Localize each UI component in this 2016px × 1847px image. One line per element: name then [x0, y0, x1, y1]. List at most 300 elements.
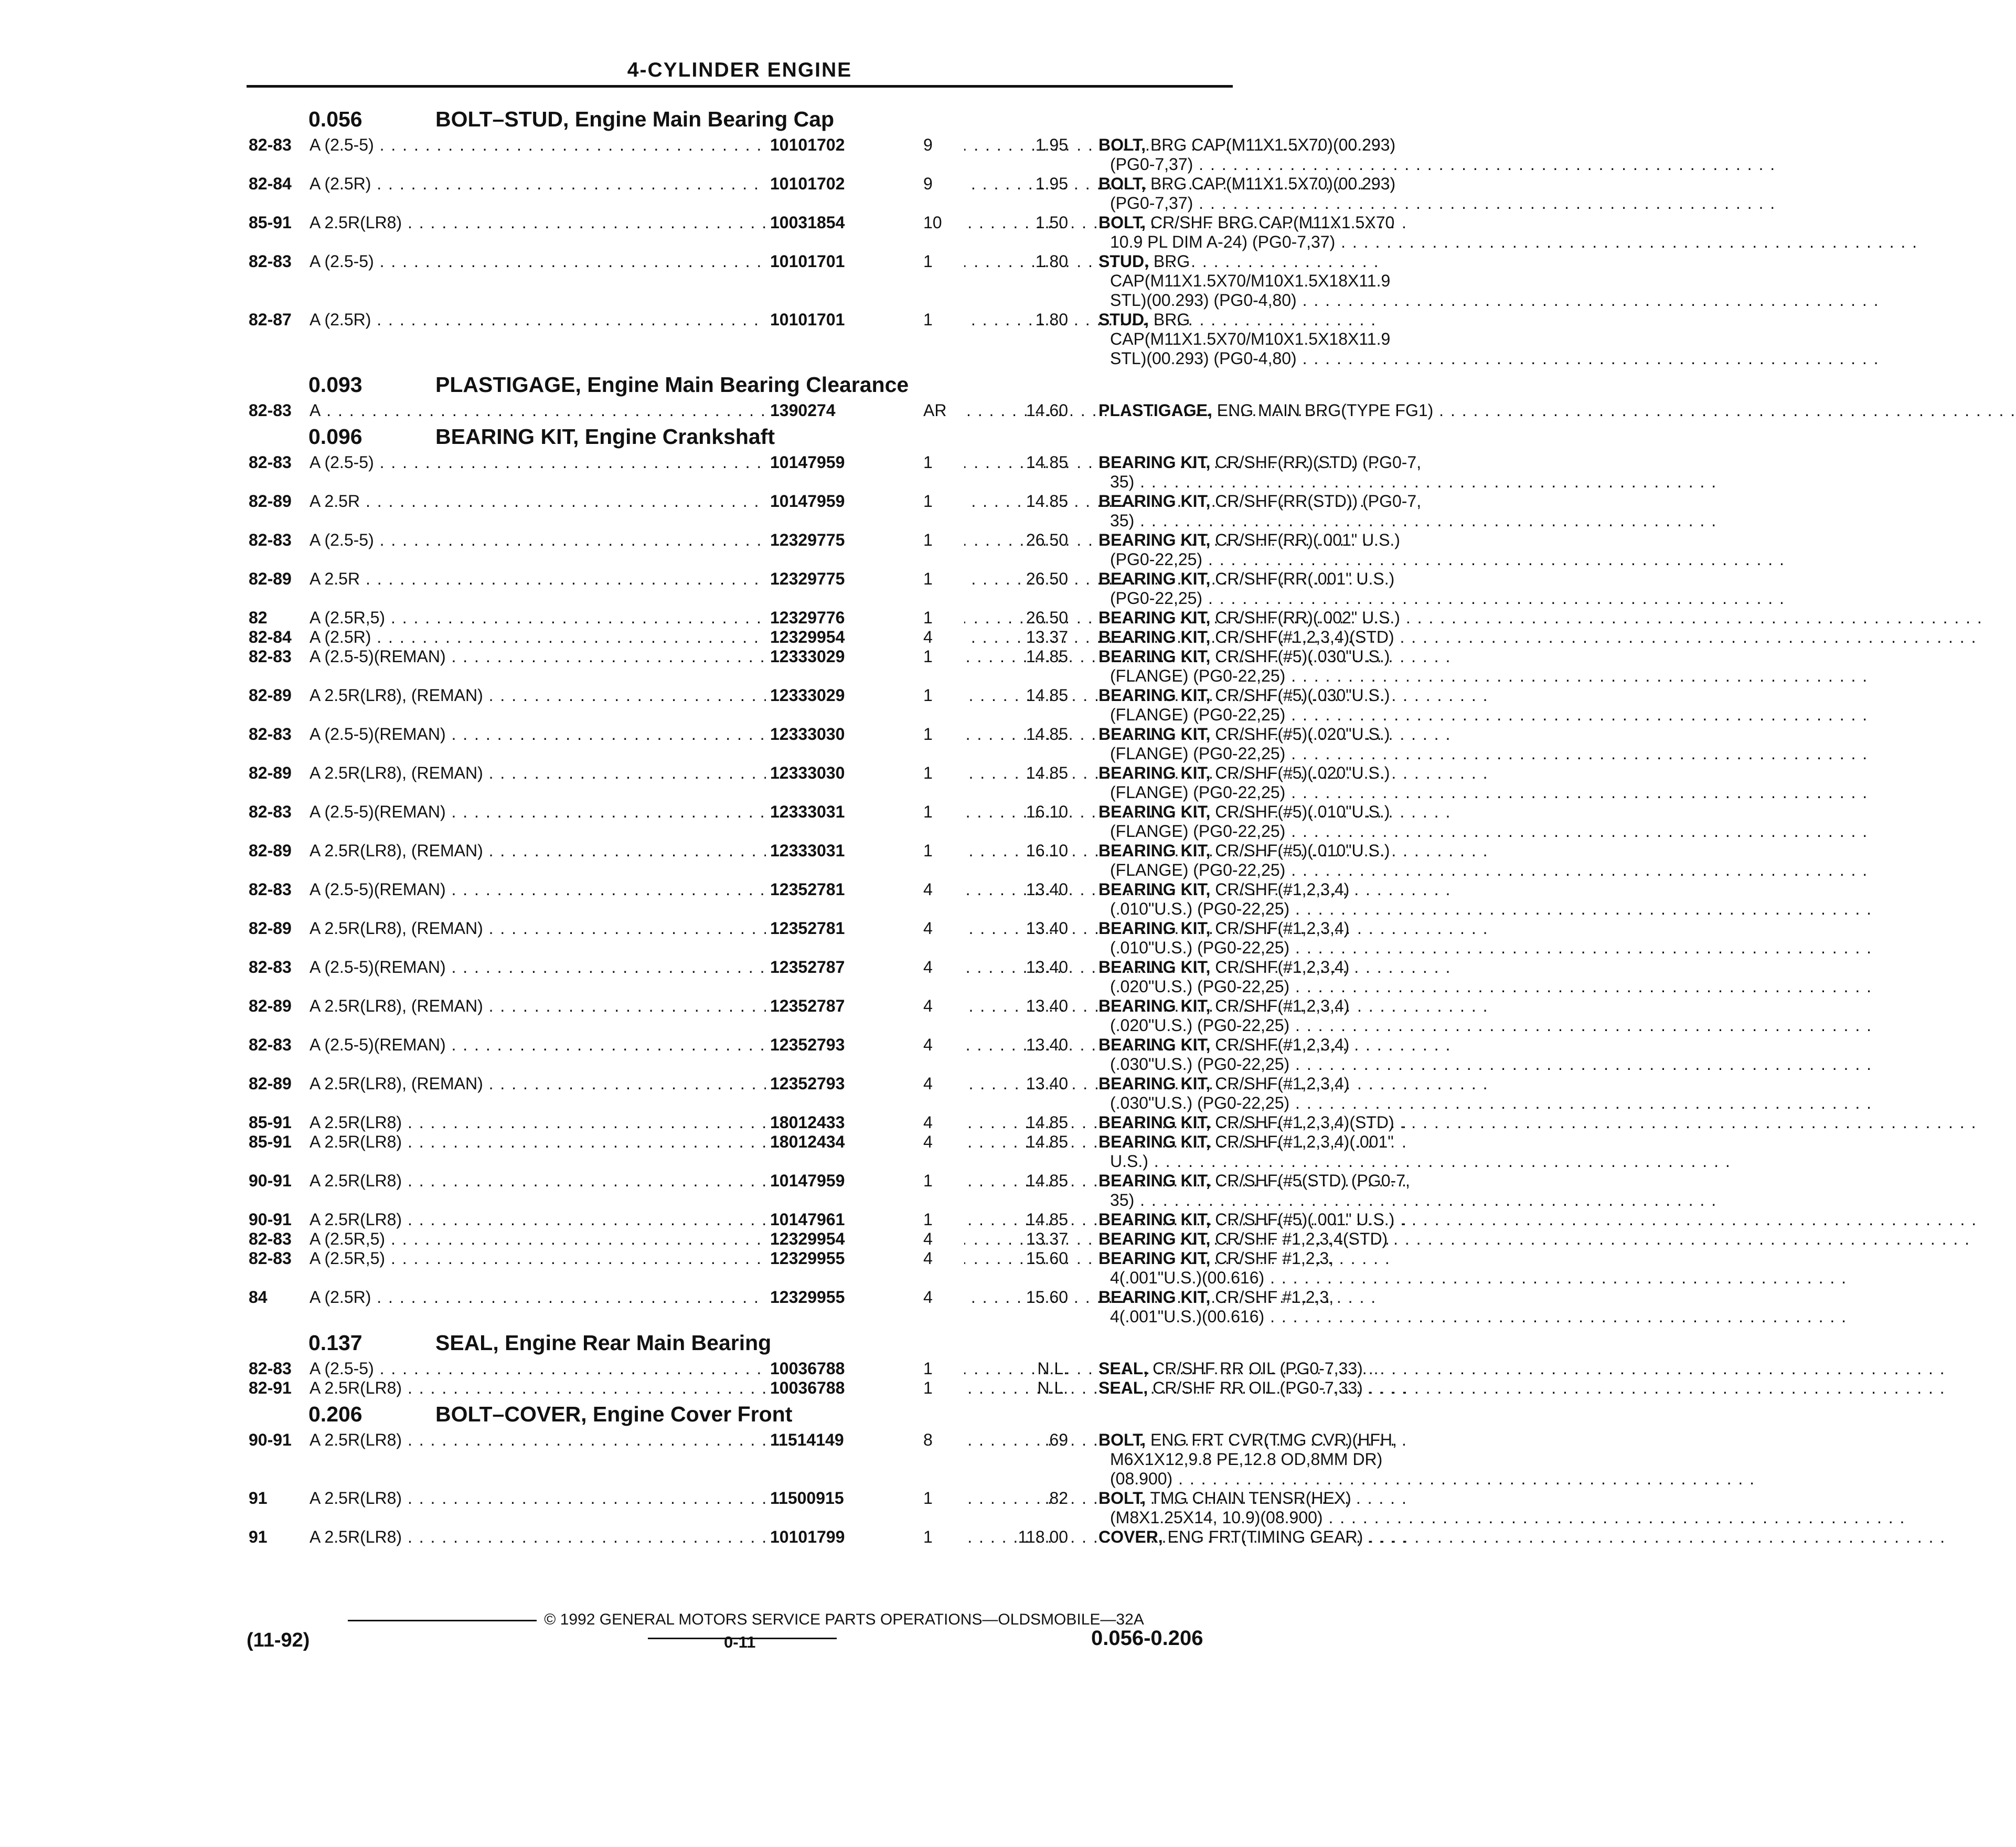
description-line-2: 10.9 PL DIM A-24) (PG0-7,37) . . . [1110, 232, 1571, 252]
price: 13.40 [1026, 919, 1068, 938]
part-number: 12333030 [766, 763, 964, 783]
description-keyword: BEARING KIT, [1098, 725, 1211, 744]
part-number: 12352787 [766, 958, 964, 977]
price: 1.95 [1035, 135, 1068, 154]
price: 14.85 [1026, 453, 1068, 472]
model-code: A 2.5R(LR8) . . . [310, 1378, 830, 1398]
description-line [1098, 763, 1571, 783]
quantity: 1 [923, 1527, 933, 1546]
year-range: 82-89 [249, 841, 292, 860]
price: 13.37 [1026, 628, 1068, 646]
table-row [241, 996, 1350, 1035]
price: 26.50 [1026, 608, 1068, 627]
model-code: A (2.5-5)(REMAN) . . . [310, 647, 830, 666]
description-line [1098, 725, 1571, 744]
section-title: BEARING KIT, Engine Crankshaft [435, 424, 775, 449]
description-text: CR/SHF(#5)(.010"U.S.) [1215, 802, 1390, 821]
model-code: A (2.5-5) . . . [310, 135, 830, 155]
quantity: 10 [923, 213, 942, 232]
description-line [1098, 1171, 1571, 1191]
part-number: 12333031 [766, 802, 964, 822]
model-code: A (2.5R) . . . [310, 1288, 830, 1307]
year-range: 82-89 [249, 1074, 292, 1093]
model-code: A 2.5R . . . [310, 569, 830, 589]
quantity: 1 [923, 1359, 933, 1378]
year-range: 82-89 [249, 919, 292, 938]
description-keyword: SEAL, [1098, 1359, 1148, 1378]
quantity: 1 [923, 1171, 933, 1190]
table-row [241, 1288, 1334, 1326]
year-range: 90-91 [249, 1430, 292, 1449]
description-line-2: (.020"U.S.) (PG0-22,25) . . . [1110, 977, 1571, 996]
quantity: 1 [923, 1489, 933, 1508]
description-line-2: (.030"U.S.) (PG0-22,25) . . . [1110, 1094, 1571, 1113]
table-row [241, 135, 1396, 174]
model-code: A (2.5-5) . . . [310, 453, 830, 472]
model-code: A 2.5R(LR8) . . . [310, 1489, 830, 1508]
description-line [1098, 1210, 1571, 1229]
description-text: CR/SHF(#1,2,3,4) [1215, 919, 1350, 938]
description-line [1098, 492, 1571, 511]
year-range: 82-83 [249, 725, 292, 744]
description-keyword: STUD, [1098, 310, 1149, 329]
table-row [241, 569, 1395, 608]
quantity: 9 [923, 174, 933, 193]
year-range: 82-89 [249, 492, 292, 511]
price: 14.85 [1026, 1171, 1068, 1190]
table-row [241, 1359, 1363, 1378]
parts-list [241, 103, 1434, 1547]
description-text: CR/SHF(#1,2,3,4)(.001" [1215, 1132, 1394, 1151]
description-text: CR/SHF(#1,2,3,4)(STD) [1215, 628, 1394, 646]
description-keyword: BEARING KIT, [1098, 686, 1211, 705]
model-code: A 2.5R(LR8) . . . [310, 213, 830, 232]
part-number: 12333029 [766, 686, 964, 705]
quantity: 4 [923, 880, 933, 899]
description-text: CR/SHF(#5)(.030"U.S.) [1215, 686, 1390, 705]
model-code: A (2.5R,5) . . . [310, 1229, 830, 1249]
description-keyword: BEARING KIT, [1098, 919, 1211, 938]
table-row [241, 310, 1391, 368]
table-row [241, 880, 1350, 919]
description-text: BRG [1153, 252, 1190, 271]
year-range: 82 [249, 608, 268, 627]
description-keyword: BEARING KIT, [1098, 492, 1211, 511]
quantity: 1 [923, 725, 933, 744]
description-line [1098, 569, 1571, 589]
model-code: A (2.5R) . . . [310, 174, 830, 194]
model-code: A (2.5-5)(REMAN) . . . [310, 725, 830, 744]
description-keyword: BEARING KIT, [1098, 880, 1211, 899]
table-row [241, 1527, 1363, 1547]
description-line-3: STL)(00.293) (PG0-4,80) . . . [1110, 349, 1571, 368]
description-line-2: U.S.) . . . [1110, 1152, 1571, 1171]
description-line [1098, 802, 1571, 822]
year-range: 82-89 [249, 686, 292, 705]
quantity: 4 [923, 628, 933, 646]
model-code: A 2.5R(LR8), (REMAN) . . . [310, 1074, 830, 1094]
description-text: TMG CHAIN TENSR(HEX) [1150, 1489, 1351, 1508]
part-number: 10147959 [766, 492, 964, 511]
section-header [241, 1398, 1238, 1430]
description-line [1098, 135, 1571, 155]
part-number: 12352793 [766, 1074, 964, 1094]
quantity: 1 [923, 530, 933, 549]
price: 1.80 [1035, 252, 1068, 271]
year-range: 82-91 [249, 1378, 292, 1397]
model-code: A (2.5R,5) . . . [310, 1249, 830, 1268]
year-range: 82-89 [249, 763, 292, 782]
price: 13.40 [1026, 1074, 1068, 1093]
description-line-2: (FLANGE) (PG0-22,25) . . . [1110, 783, 1571, 802]
price: 13.40 [1026, 1035, 1068, 1054]
description-line [1098, 1035, 1571, 1055]
description-line [1098, 958, 1571, 977]
quantity: 1 [923, 1210, 933, 1229]
year-range: 82-83 [249, 1249, 292, 1268]
part-number: 10031854 [766, 213, 964, 232]
model-code: A 2.5R(LR8) . . . [310, 1132, 830, 1152]
description-line [1098, 1074, 1571, 1094]
section-header [241, 1326, 1238, 1359]
part-number: 11500915 [766, 1489, 964, 1508]
description-keyword: SEAL, [1098, 1378, 1148, 1397]
description-line [1098, 310, 1571, 330]
description-text: CR/SHF(#5)(.010"U.S.) [1215, 841, 1390, 860]
section-code: 0.096 [308, 424, 362, 449]
part-number: 12352781 [766, 919, 964, 938]
year-range: 90-91 [249, 1171, 292, 1190]
table-row [241, 1378, 1363, 1398]
description-keyword: PLASTIGAGE, [1098, 401, 1212, 420]
part-number: 12352787 [766, 996, 964, 1016]
year-range: 82-83 [249, 647, 292, 666]
quantity: 4 [923, 919, 933, 938]
year-range: 82-89 [249, 996, 292, 1015]
description-line-2: (.010"U.S.) (PG0-22,25) . . . [1110, 899, 1571, 919]
part-number: 10101799 [766, 1527, 964, 1547]
description-keyword: BEARING KIT, [1098, 569, 1211, 588]
description-line [1098, 1359, 1571, 1378]
description-keyword: BEARING KIT, [1098, 628, 1211, 646]
part-number: 12352793 [766, 1035, 964, 1055]
description-line-2: (PG0-22,25) . . . [1110, 589, 1571, 608]
description-text: CR/SHF(RR)(.002" U.S.) [1215, 608, 1400, 627]
description-keyword: BEARING KIT, [1098, 1249, 1211, 1268]
part-number: 10036788 [766, 1359, 964, 1378]
year-range: 82-83 [249, 453, 292, 472]
description-keyword: BOLT, [1098, 1489, 1146, 1508]
description-text: CR/SHF(#1,2,3,4) [1215, 880, 1350, 899]
description-line-2: (PG0-22,25) . . . [1110, 550, 1571, 569]
description-text: BRG CAP(M11X1.5X70)(00.293) [1150, 174, 1396, 193]
description-line-2: (PG0-7,37) . . . [1110, 155, 1571, 174]
description-text: ENG MAIN BRG(TYPE FG1) [1217, 401, 1434, 420]
description-text: CR/SHF(RR)(STD) (PG0-7, [1215, 453, 1422, 472]
table-row [241, 1489, 1351, 1527]
description-line [1098, 1288, 1571, 1307]
footer-date: (11-92) [247, 1629, 310, 1651]
year-range: 91 [249, 1527, 268, 1546]
description-line-2: 35) . . . [1110, 472, 1571, 492]
part-number: 10101701 [766, 310, 964, 330]
price: 14.60 [1026, 401, 1068, 420]
section-title: BOLT–COVER, Engine Cover Front [435, 1402, 793, 1426]
description-line [1098, 252, 1571, 271]
description-line-2: CAP(M11X1.5X70/M10X1.5X18X11.9 [1110, 330, 1391, 348]
description-text: BRG [1153, 310, 1190, 329]
description-text: CR/SHF #1,2,3, [1215, 1249, 1334, 1268]
description-line [1098, 1527, 1571, 1547]
quantity: 4 [923, 1132, 933, 1151]
model-code: A 2.5R(LR8) . . . [310, 1527, 830, 1547]
model-code: A (2.5-5)(REMAN) . . . [310, 1035, 830, 1055]
quantity: 8 [923, 1430, 933, 1449]
description-line-2: 4(.001"U.S.)(00.616) . . . [1110, 1268, 1571, 1288]
footer-copyright-text: © 1992 GENERAL MOTORS SERVICE PARTS OPERATIONS—OLDSMOBILE—32A [544, 1611, 1144, 1628]
table-row [241, 647, 1390, 686]
year-range: 84 [249, 1288, 268, 1307]
model-code: A (2.5-5)(REMAN) . . . [310, 802, 830, 822]
quantity: 1 [923, 841, 933, 860]
quantity: 1 [923, 453, 933, 472]
part-number: 12329775 [766, 530, 964, 550]
price: 1.95 [1035, 174, 1068, 193]
price: .82 [1044, 1489, 1068, 1508]
quantity: 4 [923, 1229, 933, 1248]
part-number: 10147959 [766, 453, 964, 472]
year-range: 82-84 [249, 628, 292, 646]
description-text: CR/SHF(#1,2,3,4) [1215, 1035, 1350, 1054]
table-row [241, 213, 1395, 252]
section-header [241, 420, 1238, 453]
description-keyword: BEARING KIT, [1098, 841, 1211, 860]
description-line [1098, 628, 1571, 647]
description-keyword: BEARING KIT, [1098, 1035, 1211, 1054]
table-row [241, 1430, 1397, 1489]
footer-rule-left [348, 1620, 537, 1621]
quantity: 4 [923, 1249, 933, 1268]
description-text: ENG FRT CVR(TMG CVR)(HFH, [1150, 1430, 1397, 1449]
description-line [1098, 919, 1571, 938]
description-text: CR/SHF(RR(.001" U.S.) [1215, 569, 1395, 588]
table-row [241, 686, 1390, 725]
quantity: 1 [923, 763, 933, 782]
description-line-2: (FLANGE) (PG0-22,25) . . . [1110, 744, 1571, 763]
price: 26.50 [1026, 530, 1068, 549]
description-keyword: COVER, [1098, 1527, 1163, 1546]
footer-page-number: 0-11 [724, 1633, 756, 1651]
year-range: 82-83 [249, 252, 292, 271]
description-line [1098, 530, 1571, 550]
description-line [1098, 647, 1571, 666]
description-keyword: BEARING KIT, [1098, 1171, 1211, 1190]
description-line-2: (.020"U.S.) (PG0-22,25) . . . [1110, 1016, 1571, 1035]
table-row [241, 1171, 1410, 1210]
model-code: A 2.5R(LR8) . . . [310, 1113, 830, 1132]
description-line [1098, 1249, 1571, 1268]
part-number: 10036788 [766, 1378, 964, 1398]
table-row [241, 958, 1350, 996]
description-line [1098, 1430, 1571, 1450]
quantity: 1 [923, 1378, 933, 1397]
part-number: 12333031 [766, 841, 964, 861]
year-range: 82-89 [249, 569, 292, 588]
model-code: A 2.5R(LR8), (REMAN) . . . [310, 686, 830, 705]
description-keyword: BEARING KIT, [1098, 1113, 1211, 1132]
year-range: 82-83 [249, 802, 292, 821]
description-line [1098, 1229, 1571, 1249]
year-range: 85-91 [249, 1132, 292, 1151]
year-range: 82-83 [249, 1359, 292, 1378]
description-text: CR/SHF(#5)(.020"U.S.) [1215, 763, 1390, 782]
description-line-2: (.030"U.S.) (PG0-22,25) . . . [1110, 1055, 1571, 1074]
description-keyword: BOLT, [1098, 174, 1146, 193]
year-range: 85-91 [249, 213, 292, 232]
year-range: 82-83 [249, 1229, 292, 1248]
model-code: A 2.5R(LR8) . . . [310, 1171, 830, 1191]
table-row [241, 608, 1400, 628]
model-code: A (2.5R,5) . . . [310, 608, 830, 628]
price: 13.40 [1026, 958, 1068, 976]
description-line-2: CAP(M11X1.5X70/M10X1.5X18X11.9 [1110, 271, 1391, 290]
part-number: 11514149 [766, 1430, 964, 1450]
description-text: CR/SHF #1,2,3,4(STD) [1215, 1229, 1388, 1248]
description-keyword: BEARING KIT, [1098, 1229, 1211, 1248]
part-number: 18012434 [766, 1132, 964, 1152]
year-range: 82-83 [249, 958, 292, 976]
description-keyword: BEARING KIT, [1098, 530, 1211, 549]
description-text: CR/SHF(#5)(.020"U.S.) [1215, 725, 1390, 744]
year-range: 82-83 [249, 135, 292, 154]
description-line [1098, 213, 1571, 232]
quantity: 1 [923, 492, 933, 511]
model-code: A (2.5R) . . . [310, 628, 830, 647]
description-text: CR/SHF #1,2,3, [1215, 1288, 1334, 1307]
table-row [241, 401, 1434, 420]
table-row [241, 174, 1396, 213]
price: 14.85 [1026, 686, 1068, 705]
description-text: BRG CAP(M11X1.5X70)(00.293) [1150, 135, 1396, 154]
price: 14.85 [1026, 1132, 1068, 1151]
part-number: 10101701 [766, 252, 964, 271]
part-number: 10101702 [766, 135, 964, 155]
price: N.L. [1037, 1378, 1068, 1397]
description-line-3: (08.900) . . . [1110, 1469, 1571, 1489]
price: 118.00 [1018, 1527, 1068, 1546]
description-line [1098, 996, 1571, 1016]
description-text: CR/SHF(#5)(.001" U.S.) [1215, 1210, 1395, 1229]
table-row [241, 252, 1391, 310]
quantity: 1 [923, 686, 933, 705]
table-row [241, 530, 1400, 569]
description-keyword: BEARING KIT, [1098, 453, 1211, 472]
description-line [1098, 174, 1571, 194]
description-keyword: BEARING KIT, [1098, 1288, 1211, 1307]
table-row [241, 492, 1422, 530]
description-keyword: BOLT, [1098, 135, 1146, 154]
description-line-2: (M8X1.25X14, 10.9)(08.900) . . . [1110, 1508, 1571, 1527]
part-number: 12329954 [766, 1229, 964, 1249]
description-line-2: (PG0-7,37) . . . [1110, 194, 1571, 213]
price: 14.85 [1026, 1210, 1068, 1229]
description-line-3: STL)(00.293) (PG0-4,80) . . . [1110, 291, 1571, 310]
year-range: 82-84 [249, 174, 292, 193]
table-row [241, 1113, 1394, 1132]
model-code: A (2.5-5) . . . [310, 252, 830, 271]
price: 14.85 [1026, 1113, 1068, 1132]
description-line [1098, 1113, 1571, 1132]
year-range: 82-87 [249, 310, 292, 329]
table-row [241, 763, 1390, 802]
quantity: 4 [923, 958, 933, 976]
table-row [241, 628, 1394, 647]
table-row [241, 453, 1422, 492]
section-title: BOLT–STUD, Engine Main Bearing Cap [435, 107, 835, 131]
description-line [1098, 401, 1571, 420]
year-range: 82-83 [249, 530, 292, 549]
price: 26.50 [1026, 569, 1068, 588]
quantity: 1 [923, 252, 933, 271]
quantity: 1 [923, 310, 933, 329]
description-keyword: BEARING KIT, [1098, 958, 1211, 976]
model-code: A . . . [310, 401, 830, 420]
description-line [1098, 1132, 1571, 1152]
model-code: A 2.5R . . . [310, 492, 830, 511]
part-number: 12329775 [766, 569, 964, 589]
section-title: SEAL, Engine Rear Main Bearing [435, 1331, 772, 1355]
part-number: 10147959 [766, 1171, 964, 1191]
description-text: CR/SHF(#5)(.030"U.S.) [1215, 647, 1390, 666]
quantity: 4 [923, 996, 933, 1015]
table-row [241, 841, 1390, 880]
table-row [241, 919, 1350, 958]
description-keyword: BEARING KIT, [1098, 1132, 1211, 1151]
description-keyword: BOLT, [1098, 213, 1146, 232]
description-line [1098, 686, 1571, 705]
quantity: 4 [923, 1074, 933, 1093]
table-row [241, 1229, 1388, 1249]
description-line-2: 4(.001"U.S.)(00.616) . . . [1110, 1307, 1571, 1326]
section-code: 0.137 [308, 1331, 362, 1355]
description-text: CR/SHF RR OIL (PG0-7,33) [1153, 1359, 1363, 1378]
year-range: 82-83 [249, 401, 292, 420]
part-number: 12329776 [766, 608, 964, 628]
model-code: A 2.5R(LR8), (REMAN) . . . [310, 919, 830, 938]
description-text: CR/SHF(#1,2,3,4) [1215, 996, 1350, 1015]
description-line-2: 35) . . . [1110, 511, 1571, 530]
section-code: 0.093 [308, 373, 362, 397]
description-keyword: STUD, [1098, 252, 1149, 271]
price: 14.85 [1026, 647, 1068, 666]
description-line-2: M6X1X12,9.8 PE,12.8 OD,8MM DR) [1110, 1450, 1383, 1469]
description-line-2: (FLANGE) (PG0-22,25) . . . [1110, 666, 1571, 686]
description-keyword: BEARING KIT, [1098, 647, 1211, 666]
section-header [241, 103, 1238, 135]
quantity: 1 [923, 569, 933, 588]
description-line-2: 35) . . . [1110, 1191, 1571, 1210]
quantity: 4 [923, 1113, 933, 1132]
part-number: 18012433 [766, 1113, 964, 1132]
price: 14.85 [1026, 763, 1068, 782]
price: 16.10 [1026, 802, 1068, 821]
description-line-2: (FLANGE) (PG0-22,25) . . . [1110, 705, 1571, 725]
part-number: 12352781 [766, 880, 964, 899]
part-number: 1390274 [766, 401, 964, 420]
table-row [241, 1074, 1350, 1113]
section-header [241, 368, 1238, 401]
footer-range: 0.056-0.206 [1091, 1627, 1203, 1650]
